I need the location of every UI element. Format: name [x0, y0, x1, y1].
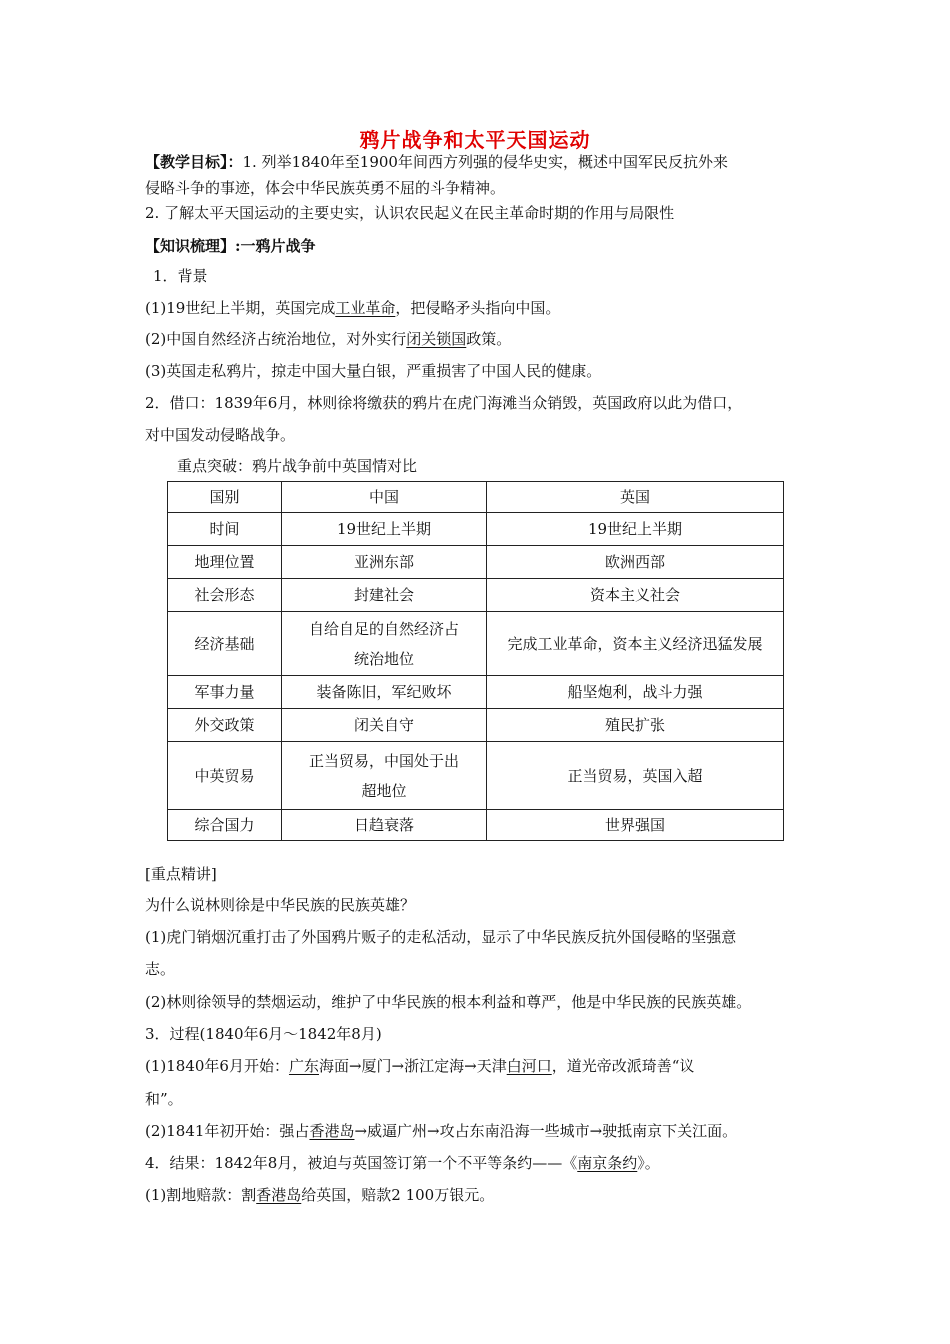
- table-caption: 重点突破：鸦片战争前中英国情对比: [177, 457, 418, 475]
- underlined-term: 南京条约: [577, 1154, 638, 1172]
- background-heading: 1．背景: [153, 267, 208, 285]
- underlined-term: 香港岛: [256, 1186, 302, 1204]
- britain-cell: 船坚炮利，战斗力强: [487, 676, 784, 709]
- row-label: 外交政策: [168, 709, 282, 742]
- teaching-goal-line-2: 侵略斗争的事迹，体会中华民族英勇不屈的斗争精神。: [145, 179, 506, 197]
- pretext-line-2: 对中国发动侵略战争。: [145, 426, 296, 444]
- china-cell: 装备陈旧，军纪败坏: [282, 676, 487, 709]
- row-label: 中英贸易: [168, 742, 282, 810]
- comparison-table: [167, 481, 784, 841]
- underlined-term: 广东: [288, 1057, 319, 1075]
- britain-cell: 欧洲西部: [487, 546, 784, 579]
- britain-cell: 正当贸易，英国入超: [487, 742, 784, 810]
- key-question: 为什么说林则徐是中华民族的民族英雄？: [145, 896, 416, 914]
- britain-cell: 19世纪上半期: [487, 513, 784, 546]
- table-header-row: [168, 482, 784, 513]
- process-heading: 3．过程(1840年6月～1842年8月): [145, 1025, 382, 1043]
- key-answer-1-line-1: (1)虎门销烟沉重打击了外国鸦片贩子的走私活动，显示了中华民族反抗外国侵略的坚强意: [145, 928, 737, 946]
- table-row: [168, 612, 784, 676]
- key-points-label: [重点精讲]: [145, 865, 217, 883]
- underlined-term: 白河口: [506, 1057, 552, 1075]
- table-row: [168, 676, 784, 709]
- row-label: 经济基础: [168, 612, 282, 676]
- row-label: 军事力量: [168, 676, 282, 709]
- table-row: [168, 513, 784, 546]
- pretext-line-1: 2．借口：1839年6月，林则徐将缴获的鸦片在虎门海滩当众销毁，英国政府以此为借口，: [145, 394, 743, 412]
- china-cell: 日趋衰落: [282, 810, 487, 841]
- table-row: [168, 579, 784, 612]
- china-cell: 闭关自守: [282, 709, 487, 742]
- teaching-goal-text-1: 1. 列举1840年至1900年间西方列强的侵华史实，概述中国军民反抗外来: [242, 153, 728, 171]
- header-cell: 国别: [168, 482, 282, 513]
- process-point-1-cont: 和”。: [145, 1090, 183, 1108]
- knowledge-label: 【知识梳理】: [145, 237, 236, 255]
- table-row: [168, 810, 784, 841]
- china-cell: 19世纪上半期: [282, 513, 487, 546]
- underlined-term: 工业革命: [335, 299, 396, 317]
- background-point-3: (3)英国走私鸦片，掠走中国大量白银，严重损害了中国人民的健康。: [145, 362, 602, 380]
- china-cell: 封建社会: [282, 579, 487, 612]
- key-answer-2: (2)林则徐领导的禁烟运动，维护了中华民族的根本利益和尊严，他是中华民族的民族英雄。: [145, 993, 752, 1011]
- key-answer-1-line-2: 志。: [145, 960, 176, 978]
- process-point-1: (1)1840年6月开始：广东海面→厦门→浙江定海→天津白河口，道光帝改派琦善“议: [145, 1057, 695, 1075]
- teaching-goal-label: 【教学目标】：: [145, 153, 243, 171]
- table-row: [168, 546, 784, 579]
- table-row: [168, 709, 784, 742]
- header-cell: 中国: [282, 482, 487, 513]
- china-cell: 正当贸易，中国处于出 超地位: [282, 742, 487, 810]
- row-label: 地理位置: [168, 546, 282, 579]
- result-heading: 4．结果：1842年8月，被迫与英国签订第一个不平等条约——《南京条约》。: [145, 1154, 660, 1172]
- teaching-goal-line-3: 2. 了解太平天国运动的主要史实，认识农民起义在民主革命时期的作用与局限性: [145, 204, 675, 222]
- underlined-term: 香港岛: [309, 1122, 355, 1140]
- row-label: 社会形态: [168, 579, 282, 612]
- knowledge-heading: [145, 236, 316, 256]
- underlined-term: 闭关锁国: [406, 330, 467, 348]
- background-point-1: (1)19世纪上半期，英国完成工业革命，把侵略矛头指向中国。: [145, 299, 561, 317]
- row-label: 综合国力: [168, 810, 282, 841]
- table-row: [168, 742, 784, 810]
- row-label: 时间: [168, 513, 282, 546]
- britain-cell: 殖民扩张: [487, 709, 784, 742]
- teaching-goal-line-1: [145, 152, 728, 172]
- china-cell: 亚洲东部: [282, 546, 487, 579]
- background-point-2: (2)中国自然经济占统治地位，对外实行闭关锁国政策。: [145, 330, 512, 348]
- britain-cell: 资本主义社会: [487, 579, 784, 612]
- result-point-1: (1)割地赔款：割香港岛给英国，赔款2 100万银元。: [145, 1186, 495, 1204]
- page-title: 鸦片战争和太平天国运动: [359, 128, 591, 152]
- china-cell: 自给自足的自然经济占 统治地位: [282, 612, 487, 676]
- britain-cell: 完成工业革命，资本主义经济迅猛发展: [487, 612, 784, 676]
- header-cell: 英国: [487, 482, 784, 513]
- britain-cell: 世界强国: [487, 810, 784, 841]
- process-point-2: (2)1841年初开始：强占香港岛→威逼广州→攻占东南沿海一些城市→驶抵南京下关江面。: [145, 1122, 738, 1140]
- knowledge-topic: :一鸦片战争: [235, 237, 316, 255]
